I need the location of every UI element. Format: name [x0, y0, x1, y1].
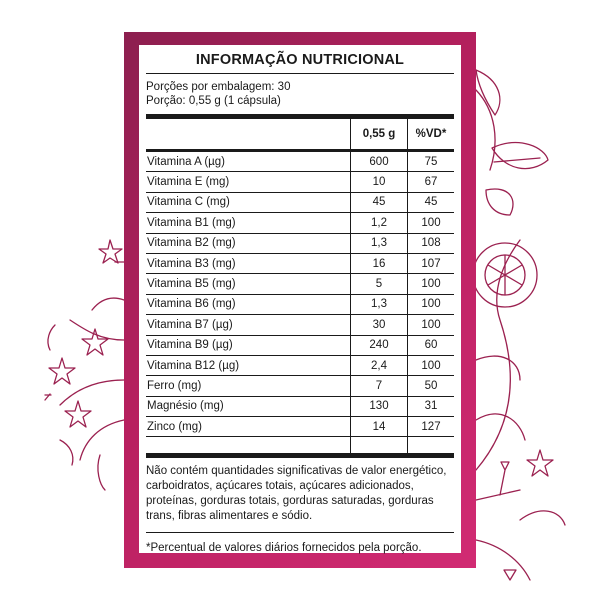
- portions-per-package: Porções por embalagem: 30: [146, 81, 291, 93]
- nutrient-name: Vitamina B1 (mg): [146, 213, 351, 233]
- table-row: [146, 233, 454, 253]
- table-row: [146, 253, 454, 273]
- nutrient-vd: 108: [408, 233, 455, 253]
- table-row: [146, 417, 454, 437]
- nutrient-name: Magnésio (mg): [146, 396, 351, 416]
- nutrient-amount: 30: [351, 315, 408, 335]
- nutrient-vd: 100: [408, 213, 455, 233]
- table-spacer-row: [146, 437, 454, 456]
- nutrient-amount: 5: [351, 274, 408, 294]
- table-row: [146, 315, 454, 335]
- table-row: [146, 274, 454, 294]
- nutrient-name: Zinco (mg): [146, 417, 351, 437]
- table-row: [146, 294, 454, 314]
- nutrient-amount: 16: [351, 253, 408, 273]
- table-row: [146, 192, 454, 212]
- nutrient-amount: 7: [351, 376, 408, 396]
- nutrient-table: [146, 119, 454, 458]
- header-vd: %VD*: [408, 119, 455, 151]
- nutrient-vd: 100: [408, 294, 455, 314]
- nutrient-amount: 14: [351, 417, 408, 437]
- nutrient-name: Ferro (mg): [146, 376, 351, 396]
- nutrient-name: Vitamina B3 (mg): [146, 253, 351, 273]
- table-header-row: [146, 119, 454, 151]
- nutrient-vd: 45: [408, 192, 455, 212]
- portion-size: Porção: 0,55 g (1 cápsula): [146, 95, 281, 107]
- nutrient-amount: 1,2: [351, 213, 408, 233]
- spacer-cell: [351, 437, 408, 456]
- nutrient-name: Vitamina E (mg): [146, 172, 351, 192]
- nutrient-amount: 240: [351, 335, 408, 355]
- nutrient-name: Vitamina A (µg): [146, 151, 351, 172]
- nutrient-name: Vitamina B6 (mg): [146, 294, 351, 314]
- table-row: [146, 396, 454, 416]
- table-row: [146, 355, 454, 375]
- table-row: [146, 335, 454, 355]
- nutrient-amount: 10: [351, 172, 408, 192]
- header-amount: 0,55 g: [351, 119, 408, 151]
- insignificant-amounts-note: Não contém quantidades significativas de valor energético, carboidratos, açúcares totais, açúcares adicionados, proteínas, gorduras totais, gorduras saturadas, gorduras trans, fibras alimentares e sódio.: [146, 458, 454, 533]
- nutrient-vd: 60: [408, 335, 455, 355]
- nutrient-vd: 100: [408, 355, 455, 375]
- nutrient-vd: 100: [408, 274, 455, 294]
- spacer-cell: [146, 437, 351, 456]
- table-row: [146, 172, 454, 192]
- nutrient-vd: 100: [408, 315, 455, 335]
- label-title: INFORMAÇÃO NUTRICIONAL: [146, 45, 454, 74]
- table-row: [146, 376, 454, 396]
- nutrition-facts-label: [139, 45, 461, 553]
- header-nutrient: [146, 119, 351, 151]
- spacer-cell: [408, 437, 455, 456]
- nutrient-name: Vitamina C (mg): [146, 192, 351, 212]
- nutrient-name: Vitamina B2 (mg): [146, 233, 351, 253]
- nutrient-amount: 600: [351, 151, 408, 172]
- nutrient-amount: 45: [351, 192, 408, 212]
- nutrient-vd: 75: [408, 151, 455, 172]
- nutrient-vd: 107: [408, 253, 455, 273]
- table-row: [146, 213, 454, 233]
- portion-info: [146, 74, 454, 119]
- nutrient-amount: 1,3: [351, 233, 408, 253]
- nutrient-vd: 67: [408, 172, 455, 192]
- nutrient-vd: 127: [408, 417, 455, 437]
- vd-footnote: *Percentual de valores diários fornecidos pela porção.: [146, 542, 422, 555]
- nutrient-name: Vitamina B12 (µg): [146, 355, 351, 375]
- nutrient-vd: 50: [408, 376, 455, 396]
- nutrient-name: Vitamina B5 (mg): [146, 274, 351, 294]
- nutrient-vd: 31: [408, 396, 455, 416]
- nutrient-amount: 2,4: [351, 355, 408, 375]
- table-row: [146, 151, 454, 172]
- nutrient-amount: 1,3: [351, 294, 408, 314]
- nutrient-amount: 130: [351, 396, 408, 416]
- nutrient-name: Vitamina B9 (µg): [146, 335, 351, 355]
- nutrient-name: Vitamina B7 (µg): [146, 315, 351, 335]
